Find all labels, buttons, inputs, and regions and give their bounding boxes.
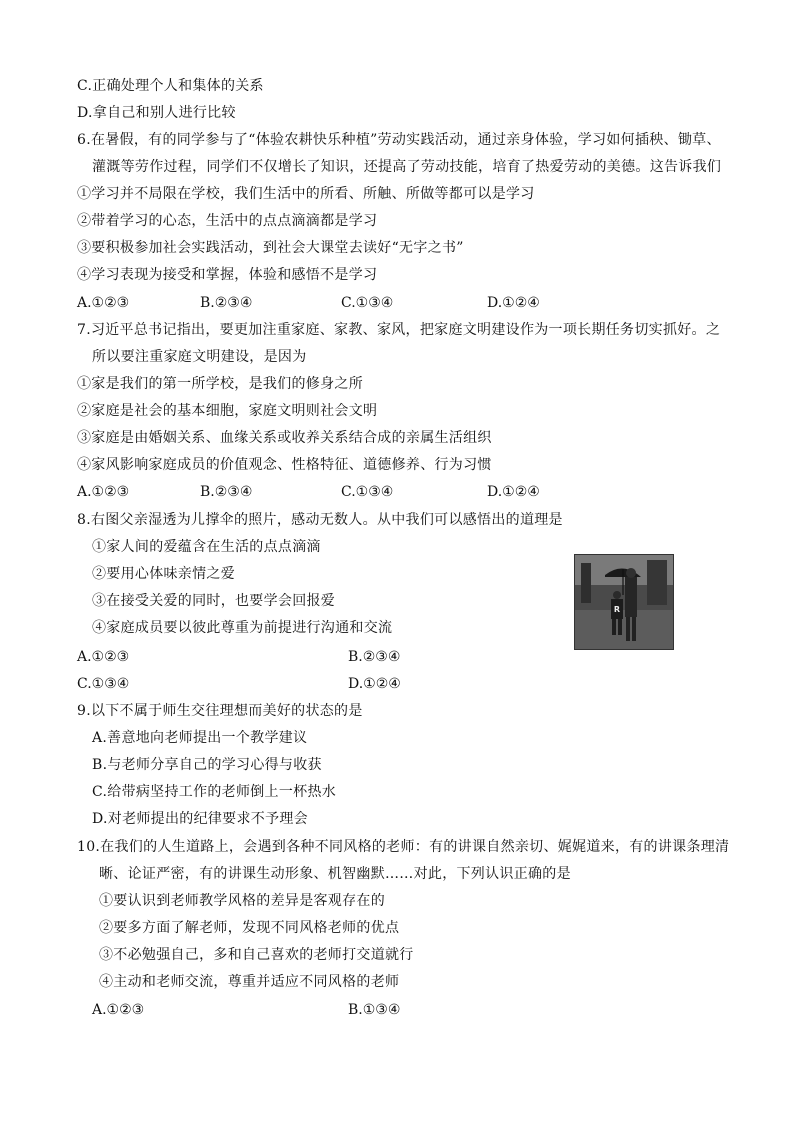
q5-option-d: D.拿自己和别人进行比较 [77, 105, 236, 121]
q8-statement-3: ③在接受关爱的同时，也要学会回报爱 [92, 593, 336, 609]
father-umbrella-photo [574, 554, 674, 650]
q7-option-a: A.①②③ [77, 484, 130, 500]
q7-statement-2: ②家庭是社会的基本细胞，家庭文明则社会文明 [77, 403, 378, 419]
q9-stem: 9.以下不属于师生交往理想而美好的状态的是 [77, 703, 363, 719]
q9-option-b: B.与老师分享自己的学习心得与收获 [92, 757, 322, 773]
q8-option-d: D.①②④ [348, 676, 401, 692]
q8-statement-2: ②要用心体味亲情之爱 [92, 566, 235, 582]
q9-option-d: D.对老师提出的纪律要求不予理会 [92, 811, 308, 827]
q7-option-d: D.①②④ [487, 484, 540, 500]
q6-statement-3: ③要积极参加社会实践活动，到社会大课堂去读好“无字之书” [77, 240, 464, 256]
q10-option-a: A.①②③ [92, 1002, 145, 1018]
photo-illustration [575, 555, 673, 649]
q7-stem-line2: 所以要注重家庭文明建设，是因为 [92, 349, 307, 365]
q7-statement-4: ④家风影响家庭成员的价值观念、性格特征、道德修养、行为习惯 [77, 457, 492, 473]
q8-option-a: A.①②③ [77, 649, 130, 665]
q7-option-c: C.①③④ [341, 484, 394, 500]
q8-option-b: B.②③④ [348, 649, 401, 665]
q6-option-c: C.①③④ [341, 295, 394, 311]
q10-option-b: B.①③④ [348, 1002, 401, 1018]
q10-statement-2: ②要多方面了解老师，发现不同风格老师的优点 [99, 920, 400, 936]
photo-shirt-letter: R [613, 605, 621, 614]
q6-statement-1: ①学习并不局限在学校，我们生活中的所看、所触、所做等都可以是学习 [77, 186, 535, 202]
q8-option-c: C.①③④ [77, 676, 130, 692]
q5-option-c: C.正确处理个人和集体的关系 [77, 78, 264, 94]
q10-statement-1: ①要认识到老师教学风格的差异是客观存在的 [99, 893, 385, 909]
q7-stem-line1: 7.习近平总书记指出，要更加注重家庭、家教、家风，把家庭文明建设作为一项长期任务切实抓好。之 [77, 322, 721, 338]
q7-statement-1: ①家是我们的第一所学校，是我们的修身之所 [77, 376, 363, 392]
q7-statement-3: ③家庭是由婚姻关系、血缘关系或收养关系结合成的亲属生活组织 [77, 430, 492, 446]
q10-statement-4: ④主动和老师交流，尊重并适应不同风格的老师 [99, 974, 400, 990]
q6-stem-line1: 6.在暑假，有的同学参与了“体验农耕快乐种植”劳动实践活动，通过亲身体验，学习如何插秧、锄草、 [77, 132, 721, 148]
q9-option-c: C.给带病坚持工作的老师倒上一杯热水 [92, 784, 337, 800]
q6-statement-4: ④学习表现为接受和掌握，体验和感悟不是学习 [77, 267, 378, 283]
q10-stem-line2: 晰、论证严密，有的讲课生动形象、机智幽默……对此，下列认识正确的是 [99, 866, 571, 882]
q10-stem-line1: 10.在我们的人生道路上，会遇到各种不同风格的老师：有的讲课自然亲切、娓娓道来，有的讲课条理清 [77, 839, 730, 855]
q8-stem: 8.右图父亲湿透为儿撑伞的照片，感动无数人。从中我们可以感悟出的道理是 [77, 512, 563, 528]
q6-option-a: A.①②③ [77, 295, 130, 311]
q8-statement-4: ④家庭成员要以彼此尊重为前提进行沟通和交流 [92, 620, 393, 636]
q9-option-a: A.善意地向老师提出一个教学建议 [92, 730, 308, 746]
q6-option-d: D.①②④ [487, 295, 540, 311]
q10-statement-3: ③不必勉强自己，多和自己喜欢的老师打交道就行 [99, 947, 414, 963]
q7-option-b: B.②③④ [200, 484, 253, 500]
q6-statement-2: ②带着学习的心态，生活中的点点滴滴都是学习 [77, 213, 378, 229]
q6-option-b: B.②③④ [200, 295, 253, 311]
q8-statement-1: ①家人间的爱蕴含在生活的点点滴滴 [92, 539, 321, 555]
q6-stem-line2: 灌溉等劳作过程，同学们不仅增长了知识，还提高了劳动技能，培育了热爱劳动的美德。这告诉我们 [92, 159, 722, 175]
